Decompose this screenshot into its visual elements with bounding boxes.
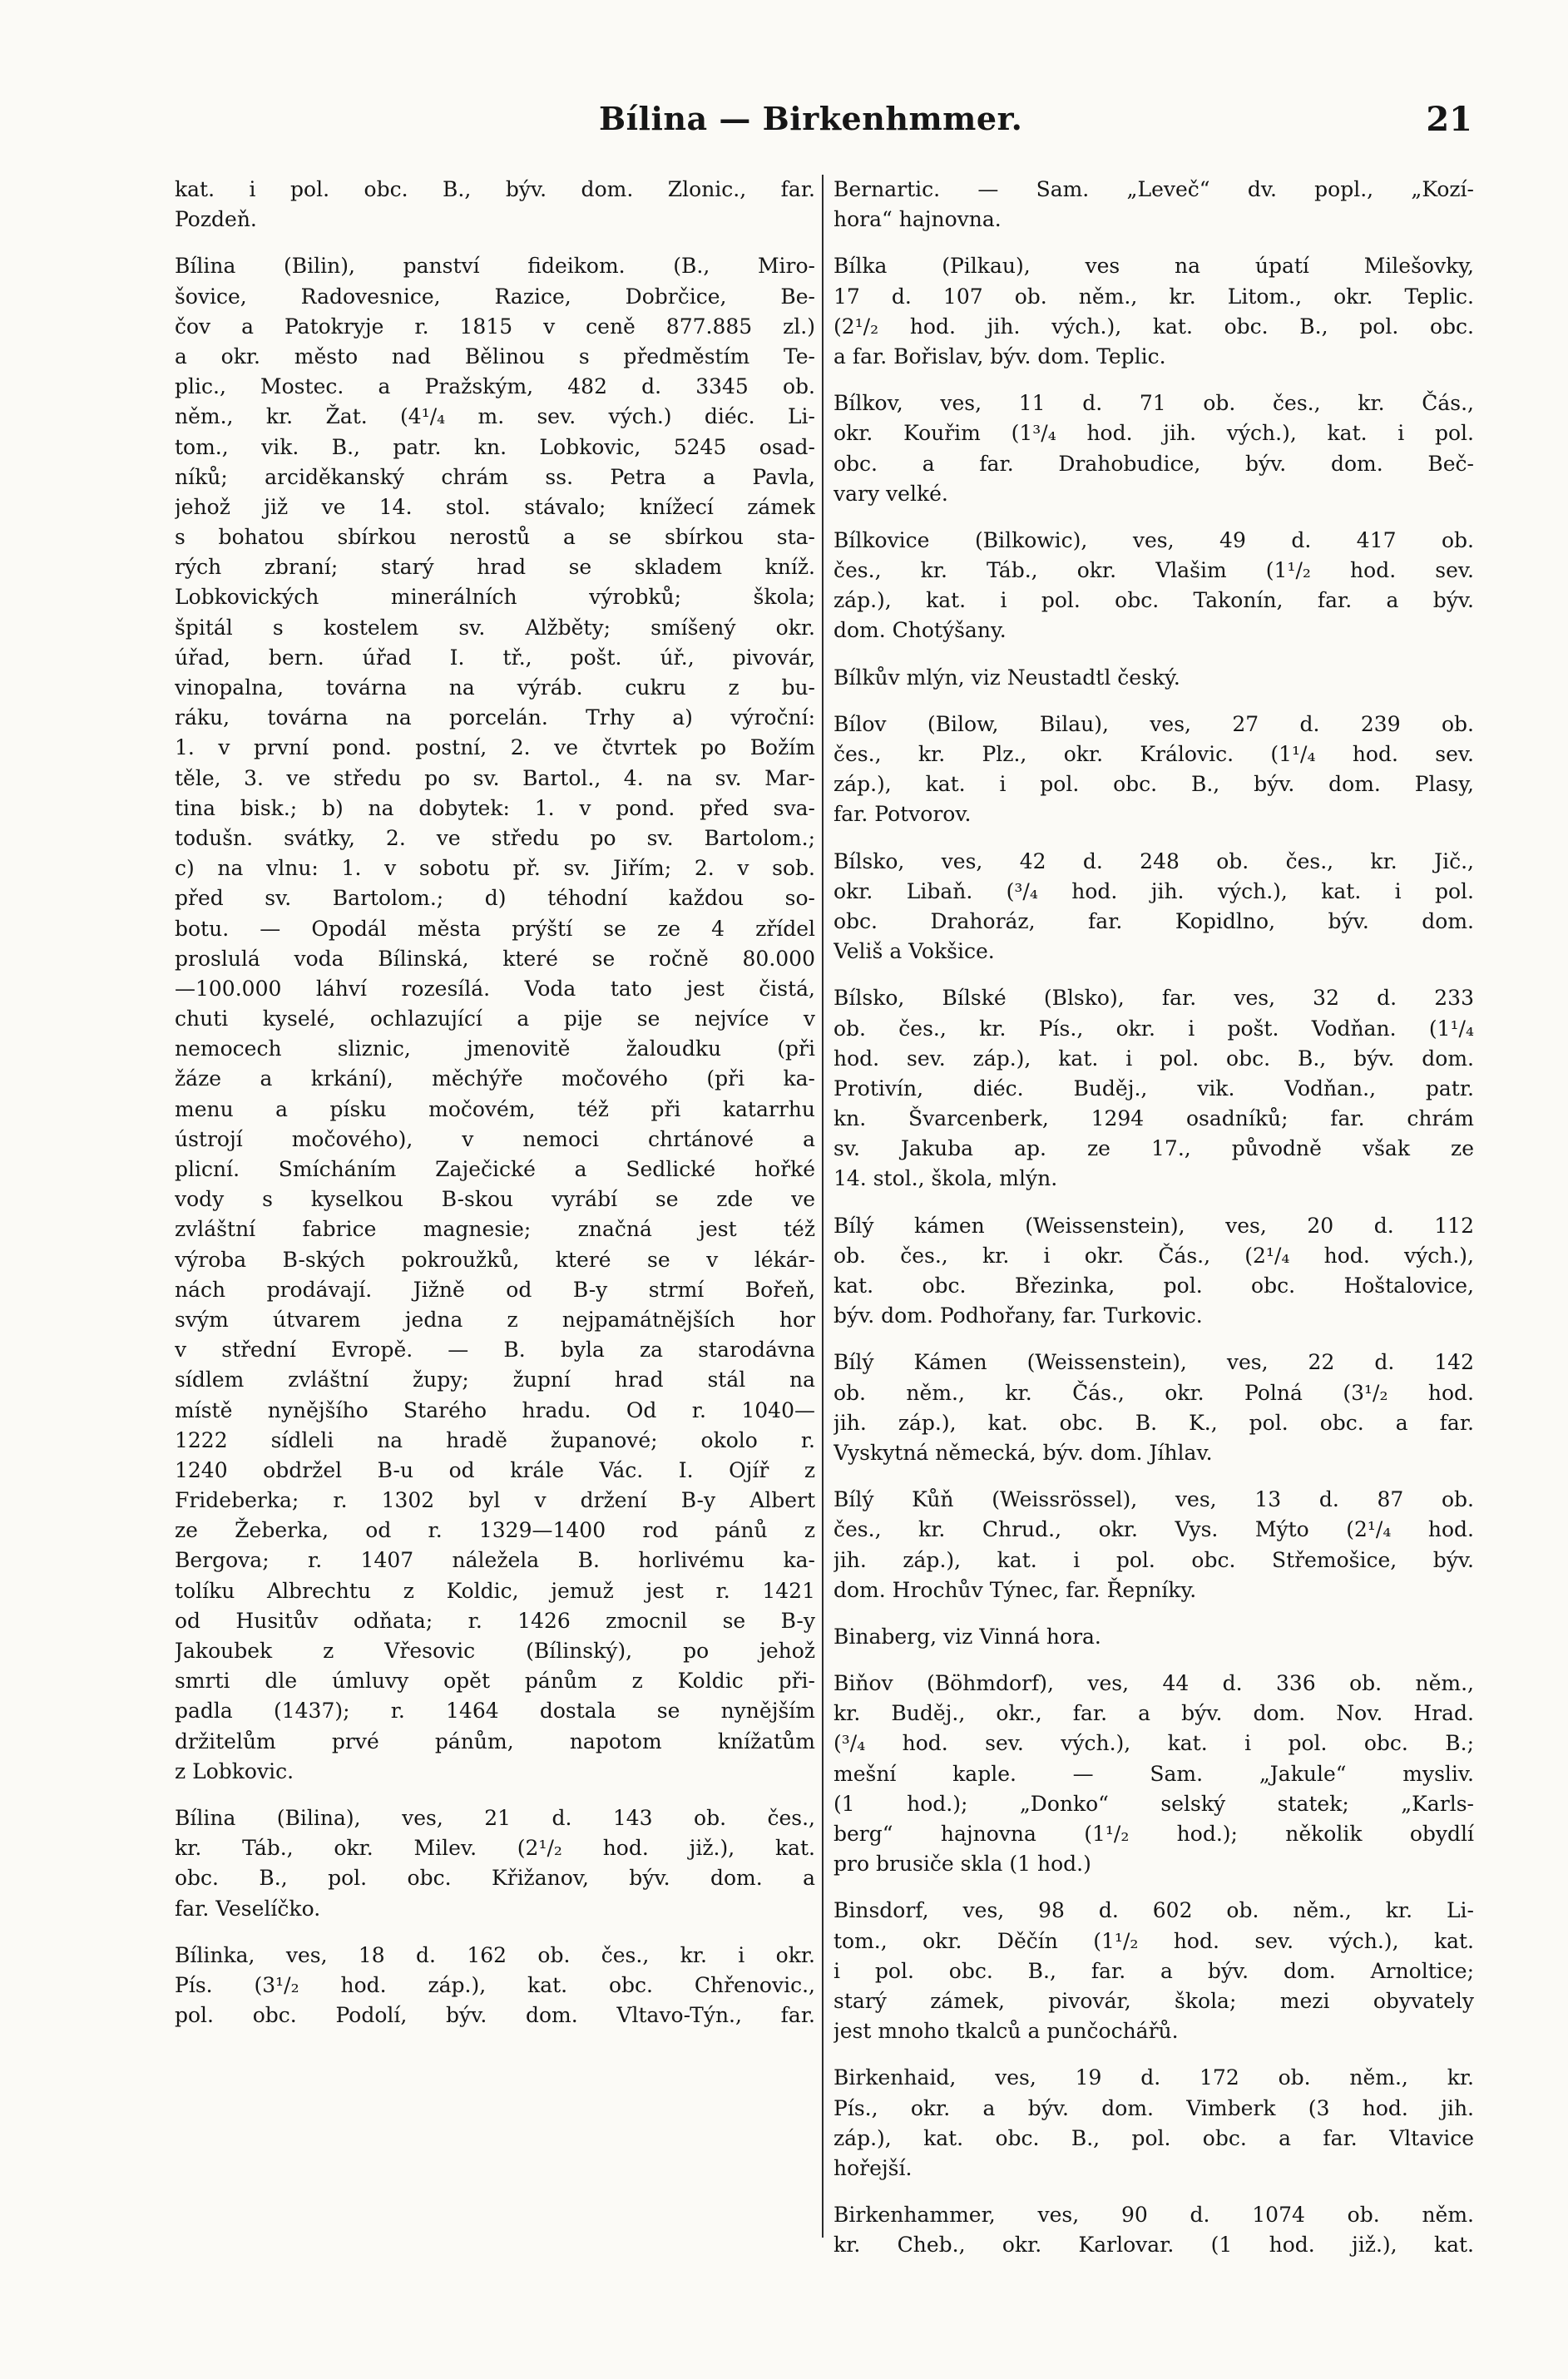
text-line: ob. něm., kr. Čás., okr. Polná (3¹/₂ hod. — [833, 1380, 1474, 1405]
text-line: Bílina (Bilina), ves, 21 d. 143 ob. čes., — [175, 1805, 815, 1830]
page-number: 21 — [1426, 100, 1472, 139]
text-line: ze Žeberka, od r. 1329—1400 rod pánů z — [175, 1518, 815, 1543]
text-line: úřad, bern. úřad I. tř., pošt. úř., pivovár, — [175, 645, 815, 670]
text-line: čes., kr. Plz., okr. Královic. (1¹/₄ hod. sev. — [833, 742, 1474, 766]
text-line: Protivín, diéc. Buděj., vik. Vodňan., patr. — [833, 1076, 1474, 1100]
text-line: 1240 obdržel B-u od krále Vác. I. Ojíř z — [175, 1457, 815, 1482]
text-line: vary velké. — [833, 481, 948, 506]
text-line: výroba B-ských pokroužků, které se v lékár- — [175, 1247, 815, 1272]
text-line: šovice, Radovesnice, Razice, Dobrčice, Be- — [175, 284, 815, 309]
left-column — [175, 175, 815, 2271]
text-line: berg“ hajnovna (1¹/₂ hod.); několik obydlí — [833, 1822, 1474, 1846]
text-line: Binsdorf, ves, 98 d. 602 ob. něm., kr. Li- — [833, 1898, 1474, 1923]
text-line: vinopalna, továrna na výráb. cukru z bu- — [175, 675, 815, 700]
text-line: Bílinka, ves, 18 d. 162 ob. čes., kr. i okr. — [175, 1942, 815, 1967]
text-line: Pís. (3¹/₂ hod. záp.), kat. obc. Chřenovic., — [175, 1972, 815, 1997]
text-line: držitelům prvé pánům, napotom knížatům — [175, 1729, 815, 1753]
text-line: Jakoubek z Vřesovic (Bílinský), po jehož — [175, 1639, 815, 1663]
text-line: Binaberg, viz Vinná hora. — [833, 1624, 1101, 1649]
text-line: místě nynějšího Starého hradu. Od r. 1040— — [175, 1397, 815, 1422]
text-line: Bílkův mlýn, viz Neustadtl český. — [833, 665, 1180, 690]
text-line: žáze a krkání), měchýře močového (při ka- — [175, 1066, 815, 1091]
text-line: a far. Bořislav, býv. dom. Teplic. — [833, 344, 1166, 368]
two-column-text — [175, 175, 1472, 2271]
text-line: před sv. Bartolom.; d) téhodní každou so- — [175, 886, 815, 911]
text-line: plicní. Smícháním Zaječické a Sedlické hořké — [175, 1157, 815, 1181]
text-line: pro brusiče skla (1 hod.) — [833, 1852, 1091, 1877]
text-line: starý zámek, pivovár, škola; mezi obyvately — [833, 1988, 1474, 2013]
text-line: jehož již ve 14. stol. stávalo; knížecí zámek — [175, 494, 815, 519]
text-line: Bílsko, Bílské (Blsko), far. ves, 32 d. 233 — [833, 986, 1474, 1011]
text-line: čov a Patokryje r. 1815 v ceně 877.885 zl.) — [175, 314, 815, 339]
text-line: níků; arciděkanský chrám ss. Petra a Pavla, — [175, 464, 815, 489]
text-line: (³/₄ hod. sev. vých.), kat. i pol. obc. B.; — [833, 1731, 1474, 1756]
text-line: býv. dom. Podhořany, far. Turkovic. — [833, 1303, 1203, 1328]
text-line: ob. čes., kr. i okr. Čás., (2¹/₄ hod. vých.), — [833, 1243, 1474, 1268]
text-line: kr. Buděj., okr., far. a býv. dom. Nov. Hrad. — [833, 1701, 1474, 1726]
right-column — [833, 175, 1474, 2271]
text-line: Bílina (Bilin), panství fideikom. (B., Miro- — [175, 254, 815, 279]
text-line: špitál s kostelem sv. Alžběty; smíšený okr. — [175, 615, 815, 640]
text-line: padla (1437); r. 1464 dostala se nynějším — [175, 1699, 815, 1724]
text-line: záp.), kat. obc. B., pol. obc. a far. Vltavice — [833, 2125, 1474, 2150]
text-line: nemocech sliznic, jmenovitě žaloudku (při — [175, 1036, 815, 1061]
text-line: hod. sev. záp.), kat. i pol. obc. B., býv. dom. — [833, 1046, 1474, 1071]
text-line: něm., kr. Žat. (4¹/₄ m. sev. vých.) diéc. Li- — [175, 404, 815, 429]
text-line: a okr. město nad Bělinou s předměstím Te- — [175, 344, 815, 368]
text-line: Veliš a Vokšice. — [833, 939, 995, 964]
text-line: 1. v první pond. postní, 2. ve čtvrtek po Božím — [175, 735, 815, 760]
text-line: jih. záp.), kat. obc. B. K., pol. obc. a far. — [833, 1410, 1474, 1435]
text-line: ob. čes., kr. Pís., okr. i pošt. Vodňan. (1¹/₄ — [833, 1016, 1474, 1041]
text-line: jih. záp.), kat. i pol. obc. Střemošice, býv. — [833, 1547, 1474, 1572]
column-divider — [822, 175, 824, 2238]
text-line: okr. Libaň. (³/₄ hod. jih. vých.), kat. i pol. — [833, 878, 1474, 903]
text-line: hora“ hajnovna. — [833, 207, 1002, 232]
text-line: (2¹/₂ hod. jih. vých.), kat. obc. B., pol. obc. — [833, 314, 1474, 339]
text-line: Bílkovice (Bilkowic), ves, 49 d. 417 ob. — [833, 527, 1474, 552]
text-line: Biňov (Böhmdorf), ves, 44 d. 336 ob. něm., — [833, 1671, 1474, 1696]
text-line: 17 d. 107 ob. něm., kr. Litom., okr. Teplic. — [833, 284, 1474, 309]
text-line: todušn. svátky, 2. ve středu po sv. Bartolom.; — [175, 825, 815, 850]
text-line: Bílý Kůň (Weissrössel), ves, 13 d. 87 ob. — [833, 1487, 1474, 1512]
text-line: Bílý kámen (Weissenstein), ves, 20 d. 112 — [833, 1213, 1474, 1238]
running-title: Bílina — Birkenhmmer. — [599, 100, 1023, 137]
text-line: tom., vik. B., patr. kn. Lobkovic, 5245 osad- — [175, 434, 815, 459]
text-line: sídlem zvláštní župy; župní hrad stál na — [175, 1368, 815, 1392]
text-line: 1222 sídleli na hradě županové; okolo r. — [175, 1427, 815, 1452]
text-line: Frideberka; r. 1302 byl v držení B-y Albert — [175, 1488, 815, 1513]
text-line: Bílý Kámen (Weissenstein), ves, 22 d. 142 — [833, 1350, 1474, 1375]
text-line: svým útvarem jedna z nejpamátnějších hor — [175, 1307, 815, 1332]
text-line: Bergova; r. 1407 náležela B. horlivému ka- — [175, 1548, 815, 1573]
text-line: ráku, továrna na porcelán. Trhy a) výroční: — [175, 705, 815, 730]
text-line: mešní kaple. — Sam. „Jakule“ mysliv. — [833, 1761, 1474, 1786]
text-line: s bohatou sbírkou nerostů a se sbírkou sta- — [175, 525, 815, 550]
text-line: jest mnoho tkalců a punčochářů. — [833, 2019, 1179, 2044]
text-line: v střední Evropě. — B. byla za starodávna — [175, 1338, 815, 1363]
text-line: čes., kr. Táb., okr. Vlašim (1¹/₂ hod. sev. — [833, 558, 1474, 583]
text-line: smrti dle úmluvy opět pánům z Koldic při- — [175, 1669, 815, 1694]
text-line: obc. B., pol. obc. Křižanov, býv. dom. a — [175, 1866, 815, 1891]
text-line: Birkenhaid, ves, 19 d. 172 ob. něm., kr. — [833, 2065, 1474, 2090]
text-line: rých zbraní; starý hrad se skladem kníž. — [175, 555, 815, 580]
text-line: pol. obc. Podolí, býv. dom. Vltavo-Týn., far. — [175, 2003, 815, 2028]
text-line: Vyskytná německá, býv. dom. Jíhlav. — [833, 1440, 1213, 1465]
text-line: obc. Drahoráz, far. Kopidlno, býv. dom. — [833, 908, 1474, 933]
text-line: 14. stol., škola, mlýn. — [833, 1166, 1058, 1191]
text-line: kat. obc. Březinka, pol. obc. Hoštalovice, — [833, 1274, 1474, 1298]
text-line: menu a písku močovém, též při katarrhu — [175, 1096, 815, 1121]
text-line: záp.), kat. i pol. obc. Takonín, far. a býv. — [833, 588, 1474, 613]
text-line: záp.), kat. i pol. obc. B., býv. dom. Plasy, — [833, 772, 1474, 797]
text-line: hořejší. — [833, 2155, 913, 2180]
text-line: z Lobkovic. — [175, 1758, 294, 1783]
text-line: plic., Mostec. a Pražským, 482 d. 3345 ob. — [175, 374, 815, 399]
text-line: kn. Švarcenberk, 1294 osadníků; far. chrám — [833, 1106, 1474, 1131]
text-line: tom., okr. Děčín (1¹/₂ hod. sev. vých.), kat. — [833, 1928, 1474, 1953]
text-line: Bernartic. — Sam. „Leveč“ dv. popl., „Kozí- — [833, 177, 1474, 201]
text-line: chuti kyselé, ochlazující a pije se nejvíce v — [175, 1006, 815, 1031]
text-line: Bílov (Bilow, Bilau), ves, 27 d. 239 ob. — [833, 711, 1474, 736]
text-line: Pís., okr. a býv. dom. Vimberk (3 hod. jih. — [833, 2095, 1474, 2120]
text-line: vody s kyselkou B-skou vyrábí se zde ve — [175, 1187, 815, 1212]
text-line: obc. a far. Drahobudice, býv. dom. Beč- — [833, 451, 1474, 476]
text-line: dom. Hrochův Týnec, far. Řepníky. — [833, 1577, 1197, 1602]
text-line: těle, 3. ve středu po sv. Bartol., 4. na sv. Mar- — [175, 765, 815, 790]
text-line: kat. i pol. obc. B., býv. dom. Zlonic., far. — [175, 177, 815, 201]
text-line: Bílsko, ves, 42 d. 248 ob. čes., kr. Jič., — [833, 848, 1474, 873]
text-line: Bílka (Pilkau), ves na úpatí Milešovky, — [833, 254, 1474, 279]
page-header — [175, 100, 1472, 150]
text-line: botu. — Opodál města prýští se ze 4 zřídel — [175, 916, 815, 941]
text-line: dom. Chotýšany. — [833, 618, 1007, 643]
text-line: Birkenhammer, ves, 90 d. 1074 ob. něm. — [833, 2203, 1474, 2228]
text-line: nách prodávají. Jižně od B-y strmí Bořeň, — [175, 1277, 815, 1302]
text-line: Bílkov, ves, 11 d. 71 ob. čes., kr. Čás., — [833, 391, 1474, 416]
text-line: sv. Jakuba ap. ze 17., původně však ze — [833, 1136, 1474, 1161]
text-line: i pol. obc. B., far. a býv. dom. Arnoltice; — [833, 1958, 1474, 1983]
text-line: okr. Kouřim (1³/₄ hod. jih. vých.), kat. i pol. — [833, 421, 1474, 446]
text-line: (1 hod.); „Donko“ selský statek; „Karls- — [833, 1791, 1474, 1816]
text-line: tina bisk.; b) na dobytek: 1. v pond. před sva- — [175, 795, 815, 820]
text-line: čes., kr. Chrud., okr. Vys. Mýto (2¹/₄ hod. — [833, 1517, 1474, 1542]
text-line: od Husitův odňata; r. 1426 zmocnil se B-y — [175, 1608, 815, 1633]
text-line: proslulá voda Bílinská, které se ročně 80.000 — [175, 946, 815, 971]
text-line: kr. Cheb., okr. Karlovar. (1 hod. již.), kat. — [833, 2233, 1474, 2258]
text-line: c) na vlnu: 1. v sobotu př. sv. Jiřím; 2. v sob. — [175, 856, 815, 881]
text-line: far. Veselíčko. — [175, 1896, 321, 1921]
text-line: Lobkovických minerálních výrobků; škola; — [175, 585, 815, 610]
text-line: kr. Táb., okr. Milev. (2¹/₂ hod. již.), kat. — [175, 1836, 815, 1861]
text-line: —100.000 láhví rozesílá. Voda tato jest čistá, — [175, 976, 815, 1001]
text-line: tolíku Albrechtu z Koldic, jemuž jest r. 1421 — [175, 1578, 815, 1603]
text-line: Pozdeň. — [175, 207, 257, 232]
text-line: zvláštní fabrice magnesie; značná jest též — [175, 1217, 815, 1242]
text-line: ústrojí močového), v nemoci chrtánové a — [175, 1126, 815, 1151]
text-line: far. Potvorov. — [833, 802, 972, 827]
